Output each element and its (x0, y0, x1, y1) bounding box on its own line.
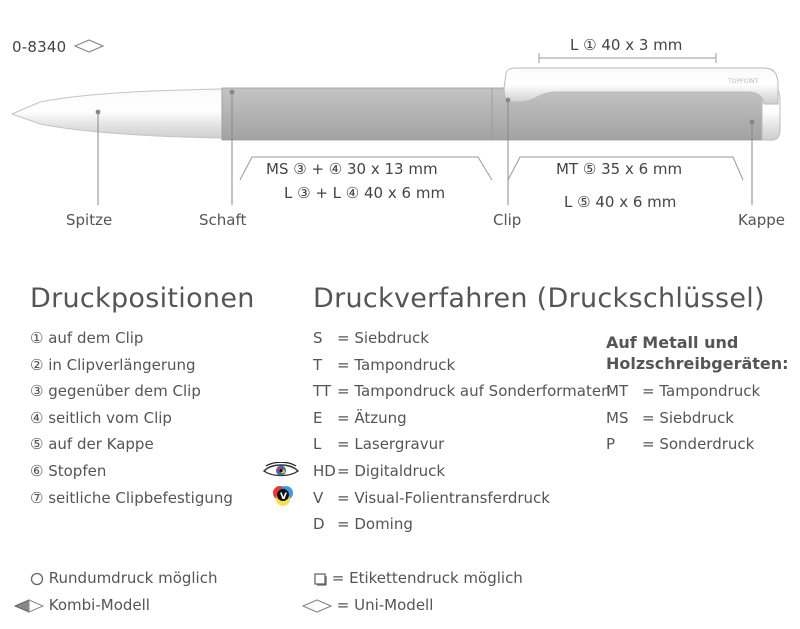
method-text: = Siebdruck (337, 329, 429, 347)
method-text: = Lasergravur (337, 435, 445, 454)
position-item: ② in Clipverlängerung (30, 355, 196, 374)
tip-label: Spitze (66, 211, 113, 229)
method-text: = Visual-Folientransferdruck (337, 488, 550, 507)
cap-l-dimension: L ⑤ 40 x 6 mm (564, 193, 677, 211)
legend-kombi (14, 596, 150, 614)
clip-label: Clip (493, 211, 522, 229)
method-text: = Doming (337, 515, 413, 534)
diamond-outline-icon (302, 599, 332, 613)
method-text: = Tampondruck auf Sonderformaten (337, 382, 611, 401)
method-code: V (313, 488, 324, 507)
metal-text: = Siebdruck (642, 408, 734, 427)
positions-list (30, 329, 233, 515)
method-item (313, 329, 611, 356)
metal-title (606, 332, 789, 374)
metal-title-line1: Auf Metall und (606, 333, 739, 352)
shaft-ms-dimension: MS ③ + ④ 30 x 13 mm (266, 160, 438, 178)
method-text: = Digitaldruck (337, 461, 446, 480)
method-item (313, 382, 611, 409)
method-item (313, 435, 611, 462)
clip-dimension: L ① 40 x 3 mm (570, 36, 683, 54)
metal-code: MS (606, 408, 629, 427)
positions-title: Druckpositionen (30, 283, 255, 314)
legend-round-print-label: Rundumdruck möglich (48, 569, 218, 587)
svg-text:V: V (280, 492, 287, 502)
metal-title-line2: Holzschreibgeräten: (606, 354, 789, 373)
method-item (313, 356, 611, 383)
legend-label-print (313, 569, 523, 587)
methods-list (313, 329, 611, 542)
method-item (313, 462, 611, 489)
metal-item (606, 435, 760, 462)
kombi-diamond-icon (14, 599, 44, 613)
position-item: ④ seitlich vom Clip (30, 408, 172, 427)
legend-uni-label: = Uni-Modell (336, 596, 434, 614)
cap-mt-dimension: MT ⑤ 35 x 6 mm (556, 160, 683, 178)
method-code: E (313, 408, 323, 427)
position-item: ⑥ Stopfen (30, 461, 107, 480)
method-text: = Tampondruck (337, 355, 456, 374)
method-text: = Ätzung (337, 408, 407, 427)
method-code: HD (313, 461, 336, 480)
legend-uni (302, 596, 433, 614)
square-outline-icon (313, 572, 327, 586)
svg-text:TOPPOINT: TOPPOINT (728, 78, 759, 85)
metal-list (606, 382, 760, 462)
legend-label-print-label: = Etikettendruck möglich (331, 569, 523, 587)
cap-label: Kappe (738, 211, 786, 229)
metal-text: = Tampondruck (642, 382, 761, 400)
metal-code: P (606, 435, 616, 454)
method-item (313, 409, 611, 436)
model-code: 0-8340 (12, 38, 67, 56)
method-code: S (313, 329, 323, 347)
legend-round-print (30, 569, 217, 587)
method-code: TT (313, 382, 332, 401)
metal-code: MT (606, 382, 629, 400)
metal-item (606, 409, 760, 436)
position-item: ③ gegenüber dem Clip (30, 382, 201, 401)
position-item: ⑦ seitliche Clipbefestigung (30, 488, 233, 507)
method-code: L (313, 435, 322, 454)
pen-tip (12, 89, 222, 138)
pen-shaft (222, 88, 492, 140)
circle-outline-icon (30, 572, 44, 586)
method-code: T (313, 355, 323, 374)
method-item (313, 489, 611, 516)
shaft-l-dimension: L ③ + L ④ 40 x 6 mm (284, 184, 446, 202)
method-item (313, 515, 611, 542)
metal-text: = Sonderdruck (642, 435, 755, 454)
methods-title: Druckverfahren (Druckschlüssel) (313, 283, 765, 314)
legend-kombi-label: Kombi-Modell (48, 596, 150, 614)
position-item: ⑤ auf der Kappe (30, 435, 154, 454)
method-code: D (313, 515, 325, 534)
eye-icon (262, 462, 300, 480)
metal-item (606, 382, 760, 409)
position-item: ① auf dem Clip (30, 329, 144, 347)
shaft-label: Schaft (199, 211, 247, 229)
visual-logo-icon (270, 483, 298, 511)
